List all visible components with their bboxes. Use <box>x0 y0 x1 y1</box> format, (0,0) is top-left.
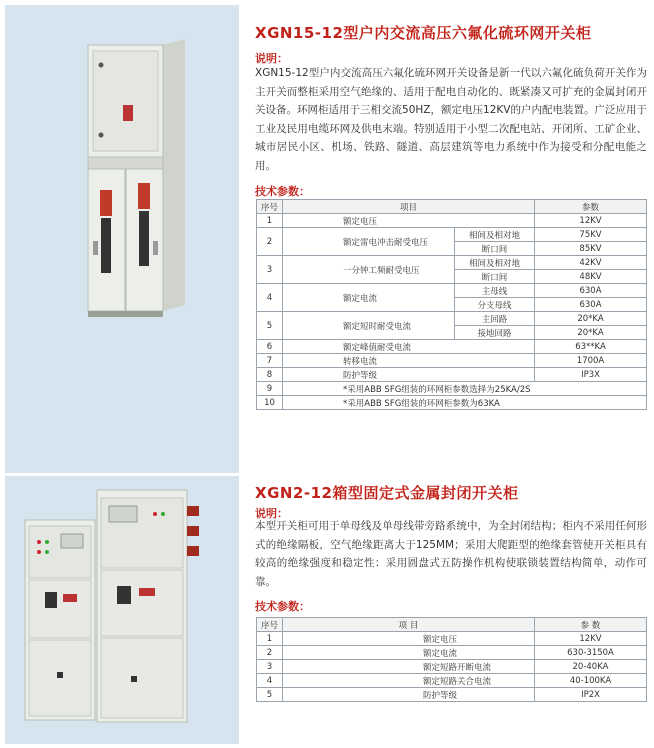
row-no: 3 <box>257 256 283 284</box>
row-value: 630A <box>535 298 647 312</box>
row-no: 5 <box>257 312 283 340</box>
row-value: 85KV <box>535 242 647 256</box>
row-no: 6 <box>257 340 283 354</box>
row-note: *采用ABB SFG组装的环网柜参数选择为25KA/2S <box>283 382 647 396</box>
header-item: 项 目 <box>283 618 535 632</box>
row-value: IP3X <box>535 368 647 382</box>
table-row <box>257 646 647 660</box>
table-row <box>257 354 647 368</box>
row-subitem: 相间及相对地 <box>455 228 535 242</box>
table-row <box>257 632 647 646</box>
row-no: 7 <box>257 354 283 368</box>
table-row <box>257 284 647 298</box>
row-item: 防护等级 <box>283 368 535 382</box>
row-value: 42KV <box>535 256 647 270</box>
header-item: 项目 <box>283 200 535 214</box>
table-row <box>257 312 647 326</box>
product2-description-heading: 说明： <box>255 507 288 520</box>
row-subitem: 相间及相对地 <box>455 256 535 270</box>
row-value: 20-40KA <box>535 660 647 674</box>
row-no: 10 <box>257 396 283 410</box>
row-value: 1700A <box>535 354 647 368</box>
row-no: 3 <box>257 660 283 674</box>
row-item: 转移电流 <box>283 354 535 368</box>
row-no: 4 <box>257 674 283 688</box>
row-item: 额定电压 <box>283 632 535 646</box>
product1-description: XGN15-12型户内交流高压六氟化硫环网开关设备是新一代以六氟化硫负荷开关作为主开关而整柜采用空气绝缘的、适用于配电自动化的、既紧凑又可扩充的金属封闭开关设备。环网柜适用于三相交流50HZ，额定电压12KV的户内配电装置。广泛应用于工业及民用电缆环网及供电末端。特别适用于小型二次配电站、开闭所、工矿企业、城市居民小区、机场、铁路、隧道、高层建筑等电力系统中作为接受和分配电能之用。 <box>255 67 647 172</box>
xgn15-cabinet-photo <box>5 5 239 473</box>
table-row <box>257 256 647 270</box>
header-no: 序号 <box>257 618 283 632</box>
row-value: 630A <box>535 284 647 298</box>
product1-params-heading: 技术参数： <box>255 185 310 198</box>
product2-description: 本型开关柜可用于单母线及单母线带旁路系统中，为全封闭结构；柜内不采用任何形式的绝缘隔板，空气绝缘距离大于125MM；采用大爬距型的绝缘套管使开关柜具有较高的绝缘强度和稳定性：采用圆盘式五防操作机构使联锁装置结构简单，动作可靠。 <box>255 520 647 588</box>
table-header-row <box>257 200 647 214</box>
product2-title: XGN2-12箱型固定式金属封闭开关柜 <box>255 484 519 502</box>
table-row <box>257 368 647 382</box>
row-item: 额定电流 <box>283 646 535 660</box>
product1-description-heading: 说明： <box>255 52 288 65</box>
row-subitem: 主母线 <box>455 284 535 298</box>
product1-title: XGN15-12型户内交流高压六氟化硫环网开关柜 <box>255 24 592 42</box>
row-no: 2 <box>257 228 283 256</box>
row-value: 630-3150A <box>535 646 647 660</box>
table-row <box>257 688 647 702</box>
table-row <box>257 382 647 396</box>
row-item: 额定短路开断电流 <box>283 660 535 674</box>
row-subitem: 断口间 <box>455 270 535 284</box>
table-row <box>257 228 647 242</box>
row-value: 40-100KA <box>535 674 647 688</box>
row-no: 1 <box>257 632 283 646</box>
table-row <box>257 660 647 674</box>
row-subitem: 分支母线 <box>455 298 535 312</box>
table-row <box>257 674 647 688</box>
row-no: 9 <box>257 382 283 396</box>
row-no: 1 <box>257 214 283 228</box>
row-item: 额定峰值耐受电流 <box>283 340 535 354</box>
row-item: 一分钟工频耐受电压 <box>283 256 455 284</box>
product2-spec-table <box>256 617 647 702</box>
header-value: 参数 <box>535 200 647 214</box>
table-row <box>257 396 647 410</box>
table-row <box>257 340 647 354</box>
row-value: 63**KA <box>535 340 647 354</box>
row-subitem: 断口间 <box>455 242 535 256</box>
row-value: 12KV <box>535 214 647 228</box>
table-header-row <box>257 618 647 632</box>
row-note: *采用ABB SFG组装的环网柜参数为63KA <box>283 396 647 410</box>
row-subitem: 主回路 <box>455 312 535 326</box>
row-value: 12KV <box>535 632 647 646</box>
row-no: 2 <box>257 646 283 660</box>
header-no: 序号 <box>257 200 283 214</box>
row-subitem: 接地回路 <box>455 326 535 340</box>
product1-spec-table <box>256 199 647 410</box>
row-value: 48KV <box>535 270 647 284</box>
row-item: 额定电流 <box>283 284 455 312</box>
row-no: 4 <box>257 284 283 312</box>
row-item: 额定短路关合电流 <box>283 674 535 688</box>
row-value: 75KV <box>535 228 647 242</box>
xgn2-cabinet-photo <box>5 476 239 744</box>
product2-params-heading: 技术参数： <box>255 600 310 613</box>
row-value: 20*KA <box>535 326 647 340</box>
row-item: 额定短时耐受电流 <box>283 312 455 340</box>
table-row <box>257 214 647 228</box>
row-value: 20*KA <box>535 312 647 326</box>
row-item: 防护等级 <box>283 688 535 702</box>
header-value: 参 数 <box>535 618 647 632</box>
row-item: 额定电压 <box>283 214 535 228</box>
row-no: 8 <box>257 368 283 382</box>
row-no: 5 <box>257 688 283 702</box>
row-item: 额定雷电冲击耐受电压 <box>283 228 455 256</box>
row-value: IP2X <box>535 688 647 702</box>
